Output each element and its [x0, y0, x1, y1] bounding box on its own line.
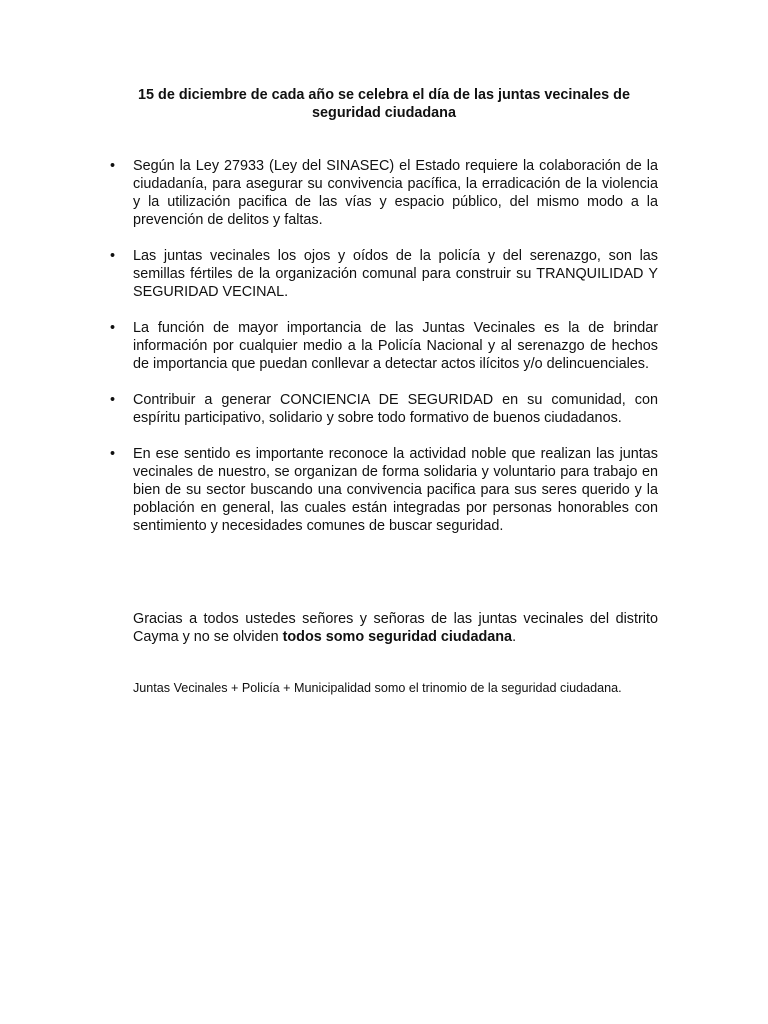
bullet-marker: •: [110, 248, 116, 264]
closing-bold-text: todos somo seguridad ciudadana: [282, 629, 513, 645]
bullet-item: [110, 391, 658, 427]
bullet-item: [110, 157, 658, 229]
bullet-marker: •: [110, 320, 116, 336]
bullet-text: En ese sentido es importante reconoce la actividad noble que realizan las juntas vecinales de nuestro, se organizan de forma solidaria y voluntario para trabajo en bien de su sector buscando una convivencia pacifica para sus seres querido y la población en general, las cuales están integradas por personas honorables con sentimiento y necesidades comunes de buscar seguridad.: [133, 446, 658, 534]
closing-end: .: [512, 629, 517, 645]
bullet-marker: •: [110, 158, 116, 174]
bullet-text: Según la Ley 27933 (Ley del SINASEC) el Estado requiere la colaboración de la ciudadanía, para asegurar su convivencia pacífica, la erradicación de la violencia y la utilización pacifica de las vías y espacio público, del mismo modo a la prevención de delitos y faltas.: [133, 158, 658, 228]
bullet-text: Contribuir a generar CONCIENCIA DE SEGURIDAD en su comunidad, con espíritu participativo, solidario y sobre todo formativo de buenos ciudadanos.: [133, 392, 658, 426]
bullet-list: [110, 157, 658, 553]
bullet-item: [110, 445, 658, 535]
bullet-item: [110, 319, 658, 373]
closing-text: Gracias a todos ustedes señores y señoras de las juntas vecinales del distrito Cayma y no se olviden: [133, 611, 658, 645]
bullet-marker: •: [110, 446, 116, 462]
bullet-marker: •: [110, 392, 116, 408]
footnote-text: Juntas Vecinales + Policía + Municipalidad somo el trinomio de la seguridad ciudadana.: [133, 681, 622, 695]
bullet-item: [110, 247, 658, 301]
bullet-text: Las juntas vecinales los ojos y oídos de la policía y del serenazgo, son las semillas fértiles de la organización comunal para construir su TRANQUILIDAD Y SEGURIDAD VECINAL.: [133, 248, 658, 300]
closing-paragraph: [133, 610, 658, 646]
document-title: 15 de diciembre de cada año se celebra el día de las juntas vecinales de seguridad ciudadana: [138, 87, 630, 121]
bullet-text: La función de mayor importancia de las Juntas Vecinales es la de brindar información por cualquier medio a la Policía Nacional y al serenazgo de hechos de importancia que puedan conllevar a detectar actos ilícitos y/o delincuenciales.: [133, 320, 658, 372]
